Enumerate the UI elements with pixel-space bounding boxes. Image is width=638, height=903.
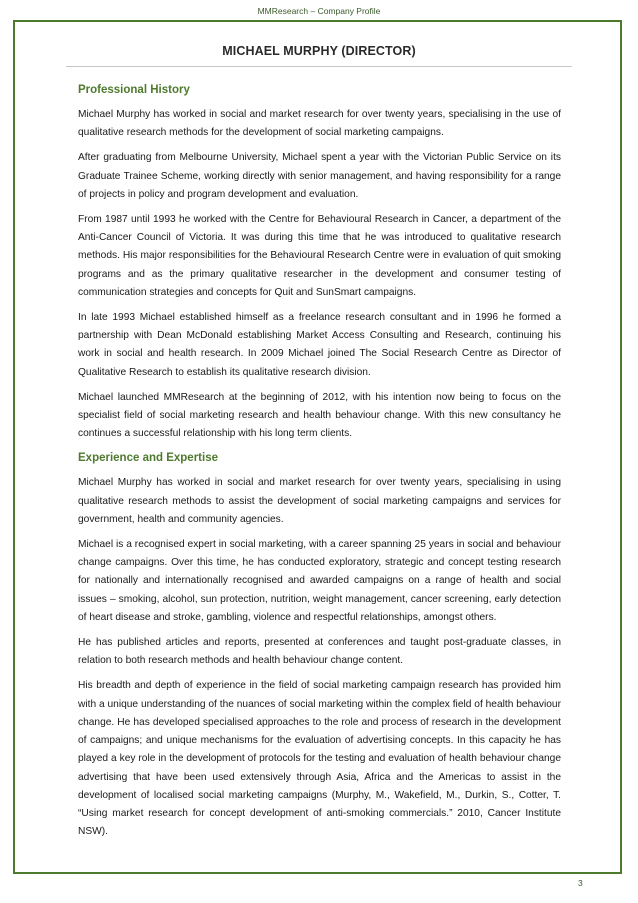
paragraph: He has published articles and reports, presented at conferences and taught post-graduate classes, in relation to both research methods and health behaviour change content. [78,637,561,667]
running-header: MMResearch – Company Profile [257,6,381,16]
title-divider [66,66,572,67]
section-experience-expertise [78,450,561,841]
page-number: 3 [578,878,583,888]
paragraph: His breadth and depth of experience in the field of social marketing campaign research has provided him with a unique understanding of the nuances of social marketing within the complex field of health behaviour change. He has developed specialised approaches to the role and process of research in the development of campaigns; and unique mechanisms for the evaluation of advertising concepts. In this capacity he has played a key role in the development of protocols for the testing and evaluation of health behaviour change advertising that have been used extensively through Asia, Africa and the Americas to assist in the development of localised social marketing campaigns (Murphy, M., Wakefield, M., Durkin, S., Cotter, T. “Using market research for concept development of anti-smoking commercials.” 2010, Cancer Institute NSW). [78,680,561,838]
paragraph: Michael launched MMResearch at the beginning of 2012, with his intention now being to focus on the specialist field of social marketing research and health behaviour change. With this new consultancy he continues a successful relationship with his long term clients. [78,391,561,440]
paragraph: After graduating from Melbourne University, Michael spent a year with the Victorian Public Service on its Graduate Trainee Scheme, working directly with senior management, and having responsibility for a range of projects in policy and program development and evaluation. [78,152,561,200]
paragraph: Michael is a recognised expert in social marketing, with a career spanning 25 years in social and behaviour change campaigns. Over this time, he has conducted exploratory, strategic and concept testing research for nationally and internationally recognised and awarded campaigns on a range of health and social issues – smoking, alcohol, sun protection, nutrition, weight management, cancer screening, early detection of heart disease and stroke, gambling, violence and respectful relationships, amongst others. [78,539,561,623]
page-title: MICHAEL MURPHY (DIRECTOR) [222,44,416,58]
paragraph: Michael Murphy has worked in social and market research for over twenty years, specialising in using qualitative research methods to assist the development of social marketing campaigns and services for government, health and community agencies. [78,477,561,525]
paragraph: In late 1993 Michael established himself as a freelance research consultant and in 1996 he formed a partnership with Dean McDonald establishing Market Access Consulting and Research, continuing his work in social and health research. In 2009 Michael joined The Social Research Centre as Director of Qualitative Research to establish its qualitative research division. [78,312,561,378]
document-body [78,82,561,848]
section-heading: Professional History [78,84,190,96]
paragraph: From 1987 until 1993 he worked with the Centre for Behavioural Research in Cancer, a department of the Anti-Cancer Council of Victoria. It was during this time that he was introduced to qualitative research methods. His major responsibilities for the Behavioural Research Centre were in evaluation of quit smoking programs and as the primary qualitative researcher in the development and consumer testing of communication strategies and concepts for Quit and SunSmart campaigns. [78,214,561,298]
section-heading: Experience and Expertise [78,452,218,465]
paragraph: Michael Murphy has worked in social and market research for over twenty years, specialising in the use of qualitative research methods for the development of social marketing campaigns. [78,109,561,139]
section-professional-history [78,82,561,443]
